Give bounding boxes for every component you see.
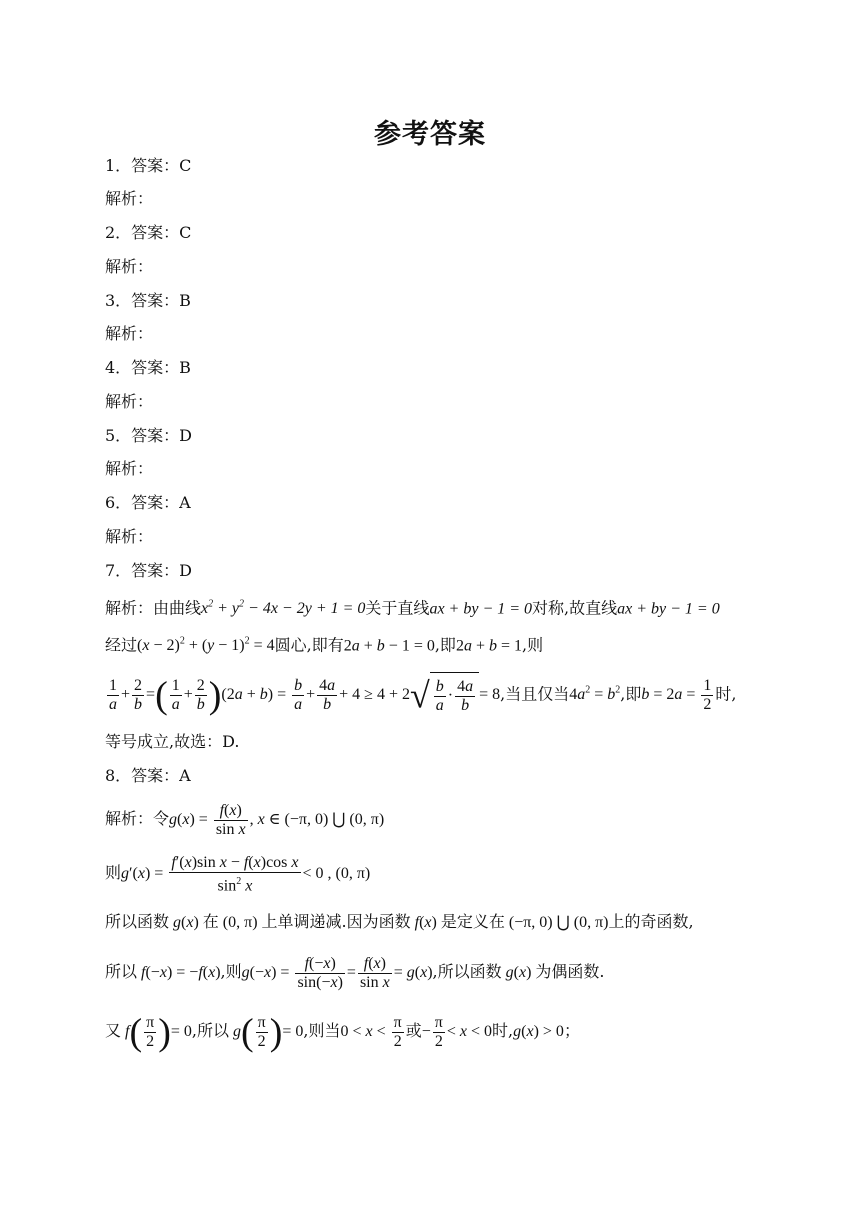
answer-1: 1．答案：C [105, 156, 192, 175]
q7-analysis-line-4: 等号成立,故选：D. [105, 732, 240, 751]
q8-analysis-line-5: 又 f( $\frac{\pi}{2}$ )= 0,所以 g( $\frac{\pi}{2}$ )= 0,则当0 < x < $\frac{\pi}{2}$ 或− $\frac{\pi}{2}$ < x < 0时,g(x) > 0； [105, 1011, 580, 1054]
answer-3: 3．答案：B [105, 291, 191, 310]
analysis-4: 解析： [105, 392, 154, 411]
q7-analysis-line-3: $\frac{1}{a}$ + $\frac{2}{b}$ =( $\frac{1}{a}$ + $\frac{2}{b}$ )(2a + b) = $\frac{b}{a}$ + $\frac{4a}{b}$ + 4 ≥ 4 + 2√ $\frac{b}{a}$ · $\frac{4a}{b}$ = 8,当且仅当$4a^2 = b^2$,即b = 2a = $\frac{1}{2}$ 时, [105, 668, 736, 719]
analysis-1: 解析： [105, 189, 154, 208]
answer-4: 4．答案：B [105, 358, 191, 377]
analysis-2: 解析： [105, 257, 154, 276]
answer-8: 8．答案：A [105, 766, 191, 785]
inequality-expression: $\frac{1}{a}$ + $\frac{2}{b}$ =( $\frac{1}{a}$ + $\frac{2}{b}$ )(2a + b) = $\frac{b}{a}$ + $\frac{4a}{b}$ + 4 ≥ 4 + 2√ $\frac{b}{a}$ · $\frac{4a}{b}$ = 8 [105, 686, 500, 703]
answer-7: 7．答案：D [105, 561, 193, 580]
q8-analysis-line-1: 解析：令g(x) = $\frac{f(x)}{\text{sin x}}$ , x ∈ (−π, 0) ⋃ (0, π) [105, 801, 385, 838]
q8-analysis-line-4: 所以 f(−x) = −f(x),则g(−x) = $\frac{f(-x)}{\sin(-x)}$ = $\frac{f(x)}{\text{sin x}}$ = g(x),所以函数 g(x) 为偶函数. [105, 954, 605, 991]
line-equation: ax + by − 1 = 0 [429, 600, 533, 618]
analysis-5: 解析： [105, 459, 154, 478]
q7-analysis-line-2: 经过$(x - 2)^2 + (y - 1)^2 = 4$圆心,即有2a + b − 1 = 0,即2a + b = 1,则 [105, 635, 544, 655]
answer-6: 6．答案：A [105, 493, 191, 512]
analysis-3: 解析： [105, 324, 154, 343]
q8-analysis-line-2: 则g′(x) = $\frac{\text{f′(x)sin x − f(x)cos x}}{\sin^2 x}$ < 0 , (0, π) [105, 853, 371, 894]
page-title: 参考答案 [374, 119, 486, 150]
answer-5: 5．答案：D [105, 426, 193, 445]
circle-equation: $x^2 + y^2 - 4x - 2y + 1 = 0$ [201, 599, 366, 618]
q8-analysis-line-3: 所以函数 g(x) 在 (0, π) 上单调递减.因为函数 f(x) 是定义在 (−π, 0) ⋃ (0, π)上的奇函数, [105, 912, 694, 931]
q7-analysis-line-1: 解析：由曲线$x^2 + y^2 - 4x - 2y + 1 = 0$关于直线ax + by − 1 = 0对称,故直线ax + by − 1 = 0 [105, 598, 720, 618]
analysis-6: 解析： [105, 527, 154, 546]
answer-2: 2．答案：C [105, 223, 192, 242]
